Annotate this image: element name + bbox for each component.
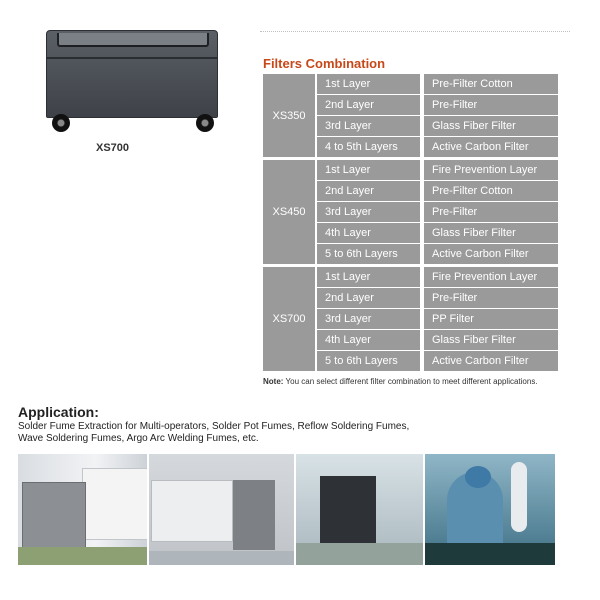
table-row [317, 202, 558, 222]
table-row [317, 160, 558, 180]
soldering-machine [151, 480, 233, 542]
filter-cell: Fire Prevention Layer [424, 160, 558, 180]
layer-cell: 5 to 6th Layers [317, 244, 420, 264]
table-row [317, 74, 558, 94]
work-bench [425, 543, 555, 565]
layer-cell: 3rd Layer [317, 309, 420, 329]
application-line: Solder Fume Extraction for Multi-operators, Solder Pot Fumes, Reflow Soldering Fumes, [18, 421, 410, 432]
filter-cell: Fire Prevention Layer [424, 267, 558, 287]
photo-workshop [296, 454, 423, 565]
filter-cell: Pre-Filter Cotton [424, 181, 558, 201]
cabinet-lid [57, 33, 209, 47]
table-row [317, 330, 558, 350]
table-row [317, 223, 558, 243]
application-description [18, 421, 448, 445]
filter-cell: Active Carbon Filter [424, 137, 558, 157]
model-cell: XS700 [263, 267, 315, 371]
floor [296, 543, 423, 565]
filters-table [263, 74, 558, 374]
floor [149, 551, 294, 565]
photo-multi-operator [425, 454, 555, 565]
table-row [317, 116, 558, 136]
photo-reflow-soldering [18, 454, 147, 565]
application-photos [18, 454, 557, 565]
layer-cell: 2nd Layer [317, 288, 420, 308]
layer-cell: 5 to 6th Layers [317, 351, 420, 371]
layer-cell: 1st Layer [317, 74, 420, 94]
dotted-divider [260, 31, 570, 32]
cabinet-seam [47, 57, 217, 59]
filter-cell: Pre-Filter [424, 95, 558, 115]
table-row [317, 244, 558, 264]
table-row [317, 309, 558, 329]
model-cell: XS450 [263, 160, 315, 264]
filter-group [263, 74, 558, 157]
filter-group [263, 160, 558, 264]
table-row [317, 267, 558, 287]
filter-cell: Glass Fiber Filter [424, 223, 558, 243]
model-cell: XS350 [263, 74, 315, 157]
fume-extractor [233, 480, 275, 550]
application-line: Wave Soldering Fumes, Argo Arc Welding Fumes, etc. [18, 433, 259, 444]
application-title: Application: [18, 404, 99, 420]
filter-cell: Active Carbon Filter [424, 351, 558, 371]
layer-cell: 4th Layer [317, 330, 420, 350]
filter-cell: Pre-Filter [424, 202, 558, 222]
layer-cell: 1st Layer [317, 267, 420, 287]
filters-title: Filters Combination [263, 56, 386, 71]
layer-cell: 4 to 5th Layers [317, 137, 420, 157]
photo-wave-soldering [149, 454, 294, 565]
filter-group [263, 267, 558, 371]
extraction-duct [511, 462, 527, 532]
layer-cell: 3rd Layer [317, 202, 420, 222]
fume-extractor-cabinet [46, 30, 218, 118]
filter-cell: Pre-Filter Cotton [424, 74, 558, 94]
table-row [317, 137, 558, 157]
table-row [317, 288, 558, 308]
filter-cell: Glass Fiber Filter [424, 116, 558, 136]
filter-cell: PP Filter [424, 309, 558, 329]
filter-cell: Pre-Filter [424, 288, 558, 308]
table-note [263, 377, 538, 386]
table-row [317, 351, 558, 371]
floor [18, 547, 147, 565]
caster-wheel-icon [196, 114, 214, 132]
filter-cell: Glass Fiber Filter [424, 330, 558, 350]
reflow-oven [82, 468, 147, 540]
operator-hood [465, 466, 491, 488]
product-image-xs700 [40, 30, 222, 140]
note-label: Note: [263, 377, 284, 386]
table-row [317, 95, 558, 115]
note-text: You can select different filter combination to meet different applications. [283, 377, 538, 386]
layer-cell: 2nd Layer [317, 181, 420, 201]
layer-cell: 4th Layer [317, 223, 420, 243]
layer-cell: 3rd Layer [317, 116, 420, 136]
table-row [317, 181, 558, 201]
layer-cell: 1st Layer [317, 160, 420, 180]
product-caption: XS700 [96, 142, 130, 154]
filter-cell: Active Carbon Filter [424, 244, 558, 264]
caster-wheel-icon [52, 114, 70, 132]
layer-cell: 2nd Layer [317, 95, 420, 115]
